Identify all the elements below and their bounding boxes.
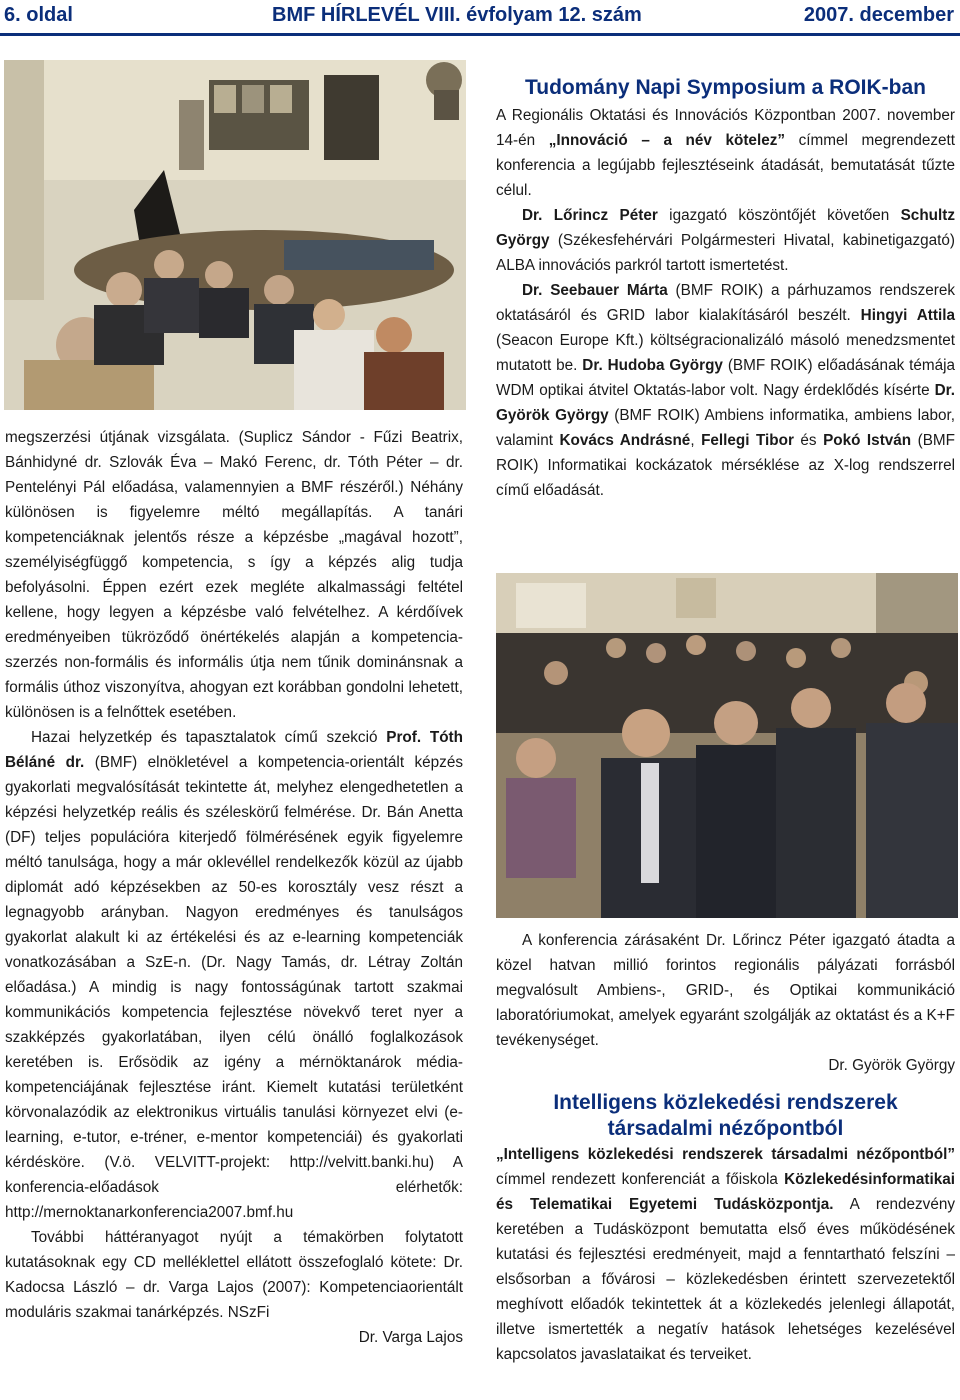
conference-audience-photo <box>496 573 958 918</box>
paragraph-opening-speakers <box>496 203 955 278</box>
paragraph-transport-conference <box>496 1142 955 1367</box>
newsletter-title: BMF HÍRLEVÉL VIII. évfolyam 12. szám <box>272 4 642 26</box>
paragraph-symposium-intro: A Regionális Oktatási és Innovációs Központban 2007. november 14-én „Innováció – a név kötelez” címmel megrendezett konferencia a legújabb fejlesztéseink átadását, bemutatását tűzte célul. <box>496 107 955 199</box>
bold-name: Schultz György <box>496 207 955 249</box>
text-run: (Székesfehérvári Polgármesteri Hivatal, kabinetigazgató) ALBA innovációs parkról tartott ismertetést. <box>496 232 955 274</box>
text-run: (BMF ROIK) Ambiens informatika, ambiens labor, valamint <box>496 407 955 449</box>
bold-name: Közlekedésinformatikai és Telematikai Egyetemi Tudásközpontja. <box>496 1171 955 1213</box>
right-column-top <box>496 73 955 503</box>
text-run: és <box>793 432 824 449</box>
text-run: (BMF ROIK) a párhuzamos rendszerek oktatásáról és GRID labor kialakításáról beszélt. <box>496 282 956 324</box>
paragraph-workshop-findings: megszerzési útjának vizsgálata. (Suplicz Sándor - Fűzi Beatrix, Bánhidyné dr. Szlovák Éva – Makó Ferenc, dr. Tóth Péter – dr. Pentelényi Pál előadása, valamennyien a BMF részéről.) Néhány különösen is figyelemre méltó megállapítás. A tanári kompetenciáknak jelentős része a képzésbe „magával hozott”, személyiségfüggő kompetencia, s így a képzés alig tudja befolyásolni. Éppen ezért ezek megléte alkalmassági feltétel kellene, hogy legyen a képzésbe való felvételhez. A kérdőívek eredményeiben tükröződő önértékelés alapján a kompetencia-szerzés non-formális és informális útja nem tűnik dominánsnak a formális úthoz viszonyítva, ahogyan ezt korábban gondolni lehetett, különösen is a felnőttek esetében. <box>5 429 463 721</box>
page-number: 6. oldal <box>4 4 73 26</box>
author-signature-left: Dr. Varga Lajos <box>358 1329 463 1346</box>
paragraph-conference-closing: A konferencia zárásaként Dr. Lőrincz Péter igazgató átadta a közel hatvan millió forintos regionális pályázati forrásból megvalósult Ambiens-, GRID-, és Optikai kommunikáció laboratóriumokat, amelyek egyaránt szolgálják az oktatást és a K+F tevékenységet. <box>496 932 955 1049</box>
paragraph-section-summary: Hazai helyzetkép és tapasztalatok című szekció Prof. Tóth Béláné dr. (BMF) elnökletével a kompetencia-orientált képzés gyakorlati megvalósítását tekintette át, melyhez elengedhetetlen a képzési helyzetkép reális és széleskörű felmérése. Dr. Bán Anetta (DF) teljes populációra kiterjedő fölmérésének egyik figyelemre méltó tanulsága, hogy a már oklevéllel rendelkezők közül az újabb diplomát adó képzésekben az 50-es korosztály vesz részt a legnagyobb arányban. Nagyon eredményes és tanulságos gyakorlat alakult ki az értékelési és az e-learning kompetenciák vonatkozásában a SzE-n. (Dr. Nagy Tamás, dr. Létray Zoltán előadása.) A mindig is nagy fontosságúnak tartott szakmai kommunikációs kompetencia fejlesztése növekvő teret nyer a szakképzés gyakorlatában, ilyen célú önálló foglalkozások keretében is. Erősödik az igény a mérnöktanárok média-kompetenciájának fejlesztése iránt. Kiemelt kutatási területként körvonalazódik az elektronikus virtuális tanulási környezet elvi (e-learning, e-tutor, e-tréner, e-mentor kompetenciái) és gyakorlati kérdésköre. (V.ö. VELVITT-projekt: http://velvitt.banki.hu) A konferencia-előadások elérhetők: http://mernoktanarkonferencia2007.bmf.hu <box>5 729 463 1221</box>
page-header <box>0 0 960 36</box>
meeting-room-photo <box>4 60 466 410</box>
issue-date: 2007. december <box>803 4 954 26</box>
text-run: A rendezvény keretében a Tudásközpont bemutatta első éves működésének kutatási és fejlesztési eredményeit, majd a fenntartható felszíni – elsősorban a fővárosi – közlekedésben érintett szervezetektől meghívott előadók tekintettek át a közlekedés jelenlegi állapotát, illetve ismertették a negatív hatások lehetséges kezelésével kapcsolatos javaslataikat és terveiket. <box>496 1196 955 1363</box>
text-run: igazgató köszöntőjét követően <box>657 207 901 224</box>
article-title-transport: Intelligens közlekedési rendszerek társadalmi nézőpontból <box>553 1091 898 1140</box>
bold-name: Pokó István <box>823 432 912 449</box>
bold-name: Dr. Seebauer Márta <box>522 282 668 299</box>
bold-name: Hingyi Attila <box>860 307 955 324</box>
text-run: címmel rendezett konferenciát a főiskola <box>496 1171 785 1188</box>
bold-name: Kovács Andrásné <box>559 432 691 449</box>
header-rule <box>0 33 960 36</box>
text-run: , <box>690 432 702 449</box>
article-title-symposium: Tudomány Napi Symposium a ROIK-ban <box>525 76 926 99</box>
text-run: (BMF ROIK) előadásának témája WDM optikai átvitel Oktatás-labor volt. Nagy érdeklődés kísérte <box>496 357 956 399</box>
bold-name: Dr. Hudoba György <box>582 357 723 374</box>
bold-name: Dr. Györök György <box>496 382 955 424</box>
bold-name: Dr. Lőrincz Péter <box>522 207 658 224</box>
bold-name: Fellegi Tibor <box>701 432 794 449</box>
text-run: (Seacon Europe Kft.) költségracionalizáló másoló menedzsmentet mutatott be. <box>496 332 955 374</box>
bold-name: „Intelligens közlekedési rendszerek társadalmi nézőpontból” <box>496 1146 955 1163</box>
paragraph-further-reading: További háttéranyagot nyújt a témakörben folytatott kutatásoknak egy CD melléklettel ellátott összefoglaló kötete: Dr. Kadocsa László – dr. Varga Lajos (2007): Kompetenciaorientált moduláris szakmai tanárképzés. NSzFi <box>5 1229 463 1321</box>
right-column-bottom <box>496 928 955 1367</box>
author-signature-right: Dr. Györök György <box>828 1057 955 1074</box>
paragraph-presentations <box>496 278 955 503</box>
left-column <box>5 425 463 1350</box>
text-run: (BMF ROIK) Informatikai kockázatok mérséklése az X-log rendszerrel című előadását. <box>496 432 956 499</box>
